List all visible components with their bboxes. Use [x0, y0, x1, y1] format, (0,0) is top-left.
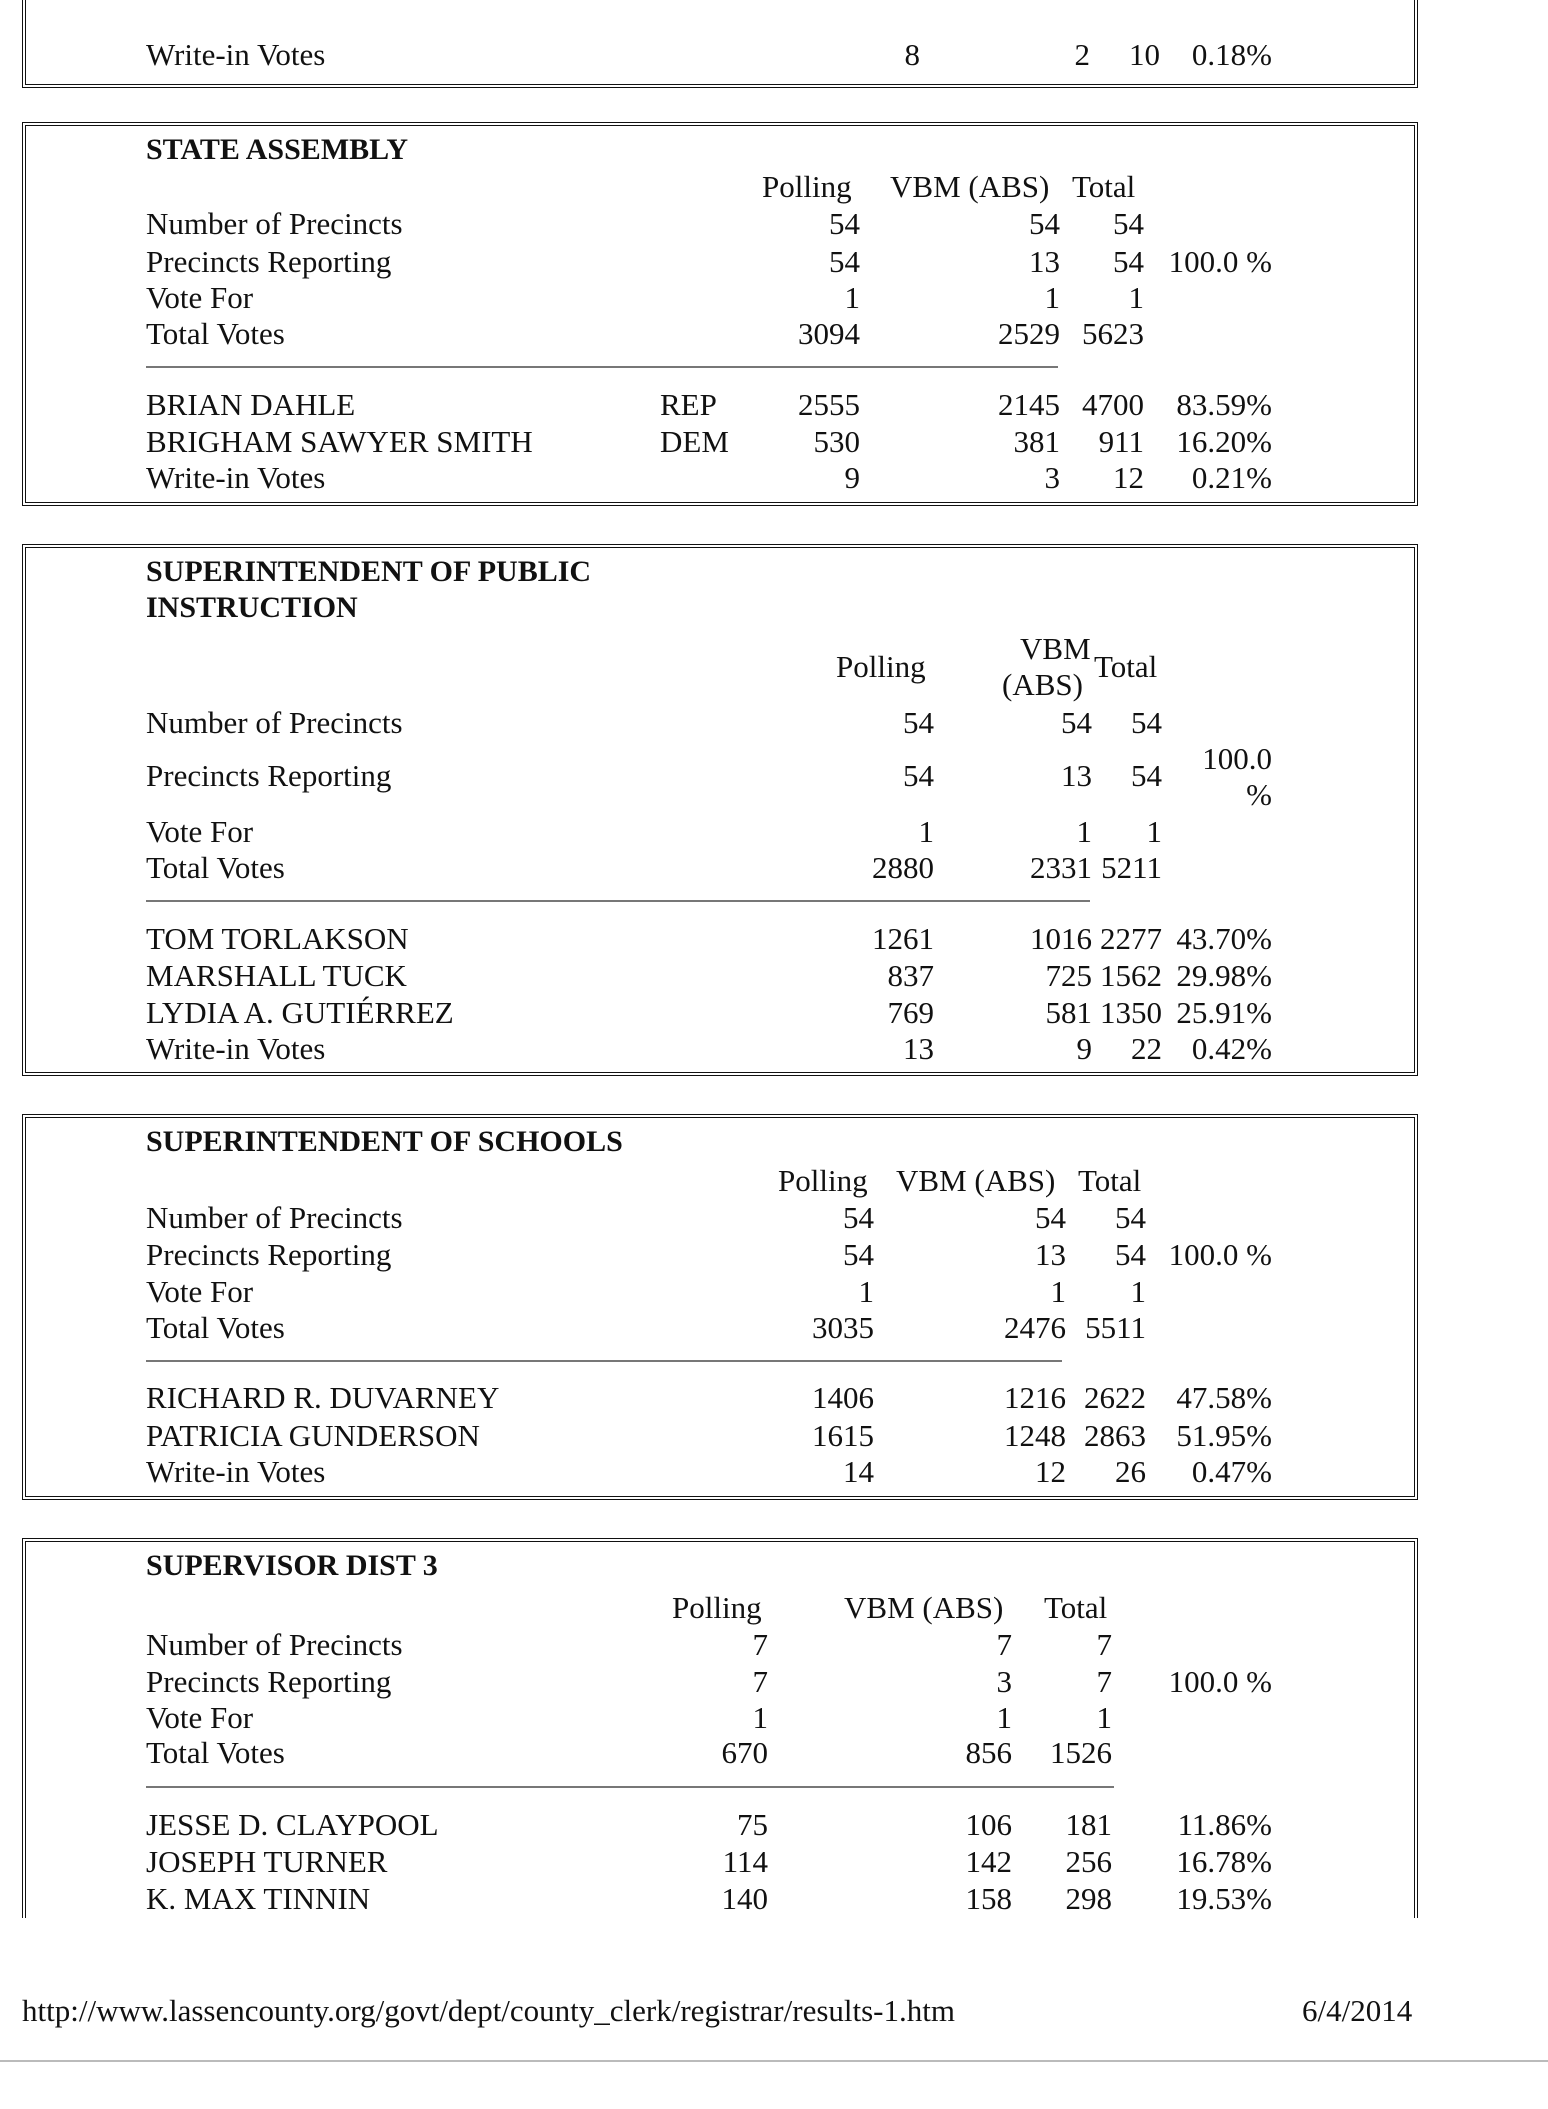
- candidate-name: LYDIA A. GUTIÉRREZ: [146, 995, 454, 1030]
- stat-total: 5211: [1101, 850, 1162, 885]
- contest-title: SUPERINTENDENT OF PUBLIC: [146, 555, 592, 588]
- candidate-vbm: 381: [1013, 424, 1060, 459]
- candidate-vbm: 142: [965, 1844, 1012, 1879]
- candidate-total: 12: [1113, 460, 1144, 495]
- candidate-pct: 29.98%: [1176, 958, 1272, 993]
- candidate-pct: 16.20%: [1176, 424, 1272, 459]
- candidate-polling: 140: [721, 1881, 768, 1916]
- writein-vbm: 2: [1074, 37, 1090, 72]
- candidate-vbm: 106: [965, 1807, 1012, 1842]
- stat-polling: 7: [752, 1627, 768, 1662]
- candidate-polling: 2555: [798, 387, 860, 422]
- stat-polling: 3035: [812, 1310, 874, 1345]
- stat-total: 54: [1131, 705, 1162, 740]
- candidate-vbm: 158: [965, 1881, 1012, 1916]
- candidate-total: 22: [1131, 1031, 1162, 1066]
- candidate-polling: 1261: [872, 921, 934, 956]
- stat-vbm: 2331: [1030, 850, 1092, 885]
- candidate-polling: 530: [813, 424, 860, 459]
- stat-vbm: 1: [1044, 280, 1060, 315]
- writein-total: 10: [1129, 37, 1160, 72]
- candidate-vbm: 1216: [1004, 1380, 1066, 1415]
- stat-total: 7: [1096, 1627, 1112, 1662]
- candidate-party: DEM: [660, 424, 729, 459]
- candidate-name: MARSHALL TUCK: [146, 958, 407, 993]
- candidate-polling: 14: [843, 1454, 874, 1489]
- writein-pct: 0.18%: [1191, 37, 1272, 72]
- candidate-name: JOSEPH TURNER: [146, 1844, 388, 1879]
- candidate-name: BRIAN DAHLE: [146, 387, 356, 422]
- header-total: Total: [1078, 1163, 1142, 1198]
- stat-label: Total Votes: [146, 1735, 285, 1770]
- stat-polling: 54: [843, 1200, 874, 1235]
- stat-polling: 1: [918, 814, 934, 849]
- header-polling: Polling: [836, 649, 926, 684]
- candidate-polling: 75: [737, 1807, 768, 1842]
- header-vbm: VBM (ABS): [890, 169, 1050, 204]
- candidate-total: 256: [1065, 1844, 1112, 1879]
- divider: [146, 366, 1058, 368]
- candidate-name: JESSE D. CLAYPOOL: [146, 1807, 439, 1842]
- contest-title: SUPERINTENDENT OF SCHOOLS: [146, 1125, 623, 1158]
- stat-vbm: 1: [1050, 1274, 1066, 1309]
- candidate-polling: 114: [722, 1844, 768, 1879]
- stat-total: 54: [1131, 758, 1162, 793]
- candidate-polling: 13: [903, 1031, 934, 1066]
- header-total: Total: [1094, 649, 1158, 684]
- candidate-pct: 16.78%: [1176, 1844, 1272, 1879]
- stat-polling: 54: [829, 206, 860, 241]
- stat-vbm: 54: [1029, 206, 1060, 241]
- contest-title: STATE ASSEMBLY: [146, 133, 409, 166]
- candidate-party: REP: [660, 387, 717, 422]
- stat-label: Precincts Reporting: [146, 758, 392, 793]
- candidate-name: PATRICIA GUNDERSON: [146, 1418, 480, 1453]
- divider: [146, 1786, 1114, 1788]
- stat-total: 7: [1096, 1664, 1112, 1699]
- candidate-total: 2622: [1084, 1380, 1146, 1415]
- candidate-pct: 0.42%: [1191, 1031, 1272, 1066]
- stat-total: 1: [1128, 280, 1144, 315]
- divider: [146, 1360, 1062, 1362]
- candidate-pct: 19.53%: [1176, 1881, 1272, 1916]
- stat-total: 1526: [1050, 1735, 1112, 1770]
- stat-total: 54: [1115, 1237, 1146, 1272]
- stat-total: 1: [1130, 1274, 1146, 1309]
- stat-label: Vote For: [146, 814, 254, 849]
- stat-polling: 1: [858, 1274, 874, 1309]
- candidate-vbm: 12: [1035, 1454, 1066, 1489]
- stat-label: Precincts Reporting: [146, 244, 392, 279]
- header-polling: Polling: [672, 1590, 762, 1625]
- stat-label: Total Votes: [146, 850, 285, 885]
- candidate-vbm: 3: [1044, 460, 1060, 495]
- stat-polling: 54: [903, 705, 934, 740]
- header-vbm: VBM (ABS): [896, 1163, 1056, 1198]
- candidate-total: 26: [1115, 1454, 1146, 1489]
- stat-vbm: 13: [1029, 244, 1060, 279]
- stat-polling: 3094: [798, 316, 860, 351]
- stat-label: Number of Precincts: [146, 1200, 403, 1235]
- stat-label: Vote For: [146, 1274, 254, 1309]
- candidate-polling: 837: [887, 958, 934, 993]
- writein-polling: 8: [904, 37, 920, 72]
- candidate-name: Write-in Votes: [146, 460, 326, 495]
- candidate-total: 911: [1098, 424, 1144, 459]
- stat-pct: 100.0 %: [1168, 1237, 1272, 1272]
- stat-total: 54: [1113, 206, 1144, 241]
- stat-polling: 1: [844, 280, 860, 315]
- candidate-pct: 51.95%: [1176, 1418, 1272, 1453]
- candidate-name: RICHARD R. DUVARNEY: [146, 1380, 500, 1415]
- candidate-pct: 47.58%: [1176, 1380, 1272, 1415]
- stat-vbm: 1: [1076, 814, 1092, 849]
- stat-label: Vote For: [146, 280, 254, 315]
- stat-pct: 100.0 %: [1168, 1664, 1272, 1699]
- stat-polling: 7: [752, 1664, 768, 1699]
- stat-vbm: 856: [965, 1735, 1012, 1770]
- stat-label: Number of Precincts: [146, 1627, 403, 1662]
- candidate-pct: 0.21%: [1191, 460, 1272, 495]
- candidate-polling: 769: [887, 995, 934, 1030]
- candidate-vbm: 1248: [1004, 1418, 1066, 1453]
- contest-title: INSTRUCTION: [146, 591, 358, 624]
- print-date: 6/4/2014: [1302, 1993, 1413, 2028]
- stat-total: 54: [1115, 1200, 1146, 1235]
- stat-polling: 2880: [872, 850, 934, 885]
- candidate-name: Write-in Votes: [146, 1454, 326, 1489]
- stat-vbm: 13: [1061, 758, 1092, 793]
- source-url[interactable]: http://www.lassencounty.org/govt/dept/county_clerk/registrar/results-1.htm: [22, 1993, 955, 2028]
- contest-title: SUPERVISOR DIST 3: [146, 1549, 438, 1582]
- stat-vbm: 54: [1035, 1200, 1066, 1235]
- header-vbm: (ABS): [1002, 667, 1083, 702]
- stat-vbm: 7: [996, 1627, 1012, 1662]
- header-polling: Polling: [778, 1163, 868, 1198]
- candidate-vbm: 725: [1045, 958, 1092, 993]
- divider: [146, 900, 1090, 902]
- candidate-polling: 9: [844, 460, 860, 495]
- candidate-vbm: 581: [1045, 995, 1092, 1030]
- candidate-vbm: 9: [1076, 1031, 1092, 1066]
- candidate-name: TOM TORLAKSON: [146, 921, 409, 956]
- writein-label: Write-in Votes: [146, 37, 326, 72]
- stat-vbm: 13: [1035, 1237, 1066, 1272]
- candidate-total: 181: [1065, 1807, 1112, 1842]
- candidate-polling: 1406: [812, 1380, 874, 1415]
- candidate-pct: 0.47%: [1191, 1454, 1272, 1489]
- stat-label: Precincts Reporting: [146, 1237, 392, 1272]
- candidate-total: 4700: [1082, 387, 1144, 422]
- candidate-vbm: 1016: [1030, 921, 1092, 956]
- header-vbm: VBM (ABS): [844, 1590, 1004, 1625]
- stat-total: 5623: [1082, 316, 1144, 351]
- candidate-vbm: 2145: [998, 387, 1060, 422]
- candidate-total: 298: [1065, 1881, 1112, 1916]
- stat-total: 1: [1096, 1700, 1112, 1735]
- candidate-total: 2277: [1100, 921, 1162, 956]
- candidate-total: 2863: [1084, 1418, 1146, 1453]
- stat-polling: 54: [903, 758, 934, 793]
- candidate-pct: 83.59%: [1176, 387, 1272, 422]
- stat-label: Total Votes: [146, 1310, 285, 1345]
- header-total: Total: [1044, 1590, 1108, 1625]
- candidate-pct: 43.70%: [1176, 921, 1272, 956]
- candidate-pct: 11.86%: [1177, 1807, 1272, 1842]
- stat-vbm: 2476: [1004, 1310, 1066, 1345]
- stat-label: Vote For: [146, 1700, 254, 1735]
- stat-label: Total Votes: [146, 316, 285, 351]
- stat-vbm: 3: [996, 1664, 1012, 1699]
- candidate-name: BRIGHAM SAWYER SMITH: [146, 424, 533, 459]
- stat-polling: 54: [829, 244, 860, 279]
- stat-polling: 54: [843, 1237, 874, 1272]
- candidate-polling: 1615: [812, 1418, 874, 1453]
- candidate-name: Write-in Votes: [146, 1031, 326, 1066]
- header-total: Total: [1072, 169, 1136, 204]
- stat-label: Number of Precincts: [146, 206, 403, 241]
- stat-pct: %: [1246, 777, 1272, 812]
- page-bottom-rule: [0, 2060, 1548, 2062]
- candidate-name: K. MAX TINNIN: [146, 1881, 371, 1916]
- stat-pct: 100.0: [1202, 741, 1272, 776]
- stat-vbm: 54: [1061, 705, 1092, 740]
- stat-pct: 100.0 %: [1168, 244, 1272, 279]
- stat-label: Number of Precincts: [146, 705, 403, 740]
- stat-total: 5511: [1085, 1310, 1146, 1345]
- header-vbm: VBM: [1020, 631, 1091, 666]
- header-polling: Polling: [762, 169, 852, 204]
- stat-label: Precincts Reporting: [146, 1664, 392, 1699]
- candidate-total: 1562: [1100, 958, 1162, 993]
- stat-total: 54: [1113, 244, 1144, 279]
- candidate-pct: 25.91%: [1176, 995, 1272, 1030]
- stat-polling: 1: [752, 1700, 768, 1735]
- stat-total: 1: [1146, 814, 1162, 849]
- stat-polling: 670: [721, 1735, 768, 1770]
- candidate-total: 1350: [1100, 995, 1162, 1030]
- stat-vbm: 1: [996, 1700, 1012, 1735]
- stat-vbm: 2529: [998, 316, 1060, 351]
